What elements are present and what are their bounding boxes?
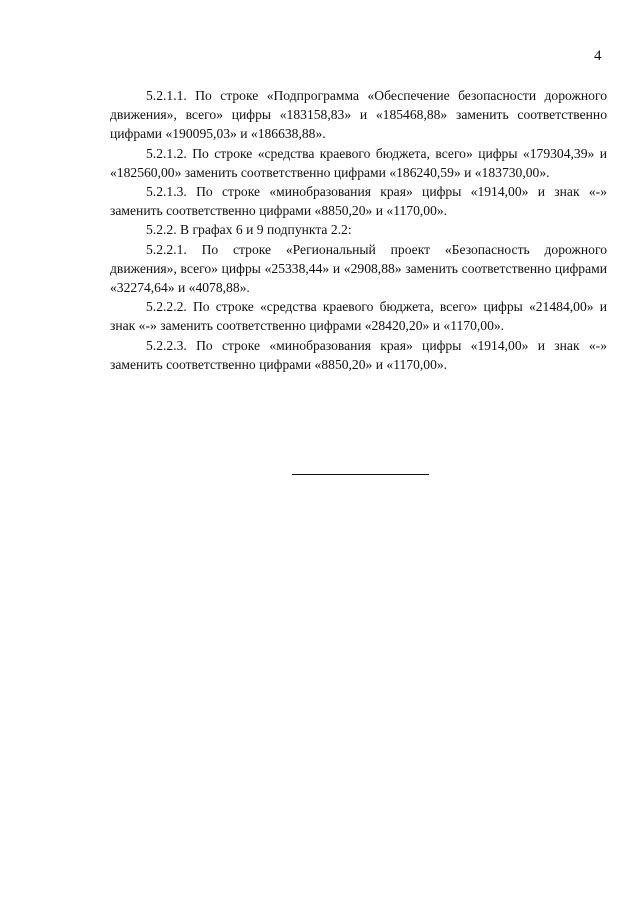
paragraph-5-2-2-3: 5.2.2.3. По строке «минобразования края» цифры «1914,00» и знак «-» заменить соответственно цифрами «8850,20» и «1170,00». bbox=[110, 337, 607, 372]
paragraph-5-2-2-2: 5.2.2.2. По строке «средства краевого бюджета, всего» цифры «21484,00» и знак «-» заменить соответственно цифрами «28420,20» и «1170,00». bbox=[110, 299, 607, 334]
paragraph-5-2-2: 5.2.2. В графах 6 и 9 подпункта 2.2: bbox=[146, 222, 352, 238]
page-number: 4 bbox=[594, 48, 602, 64]
paragraph-5-2-2-1: 5.2.2.1. По строке «Региональный проект «Безопасность дорожного движения», всего» цифры «25338,44» и «2908,88» заменить соответственно цифрами «32274,64» и «4078,88». bbox=[110, 241, 607, 296]
paragraph-5-2-1-1: 5.2.1.1. По строке «Подпрограмма «Обеспечение безопасности дорожного движения», всего» цифры «183158,83» и «185468,88» заменить соответственно цифрами «190095,03» и «186638,88». bbox=[110, 88, 607, 142]
paragraph-5-2-1-2: 5.2.1.2. По строке «средства краевого бюджета, всего» цифры «179304,39» и «182560,00» заменить соответственно цифрами «186240,59» и «183730,00». bbox=[110, 145, 607, 180]
end-separator-line bbox=[292, 474, 429, 475]
document-body bbox=[110, 86, 607, 374]
paragraph-5-2-1-3: 5.2.1.3. По строке «минобразования края» цифры «1914,00» и знак «-» заменить соответственно цифрами «8850,20» и «1170,00». bbox=[110, 184, 607, 219]
